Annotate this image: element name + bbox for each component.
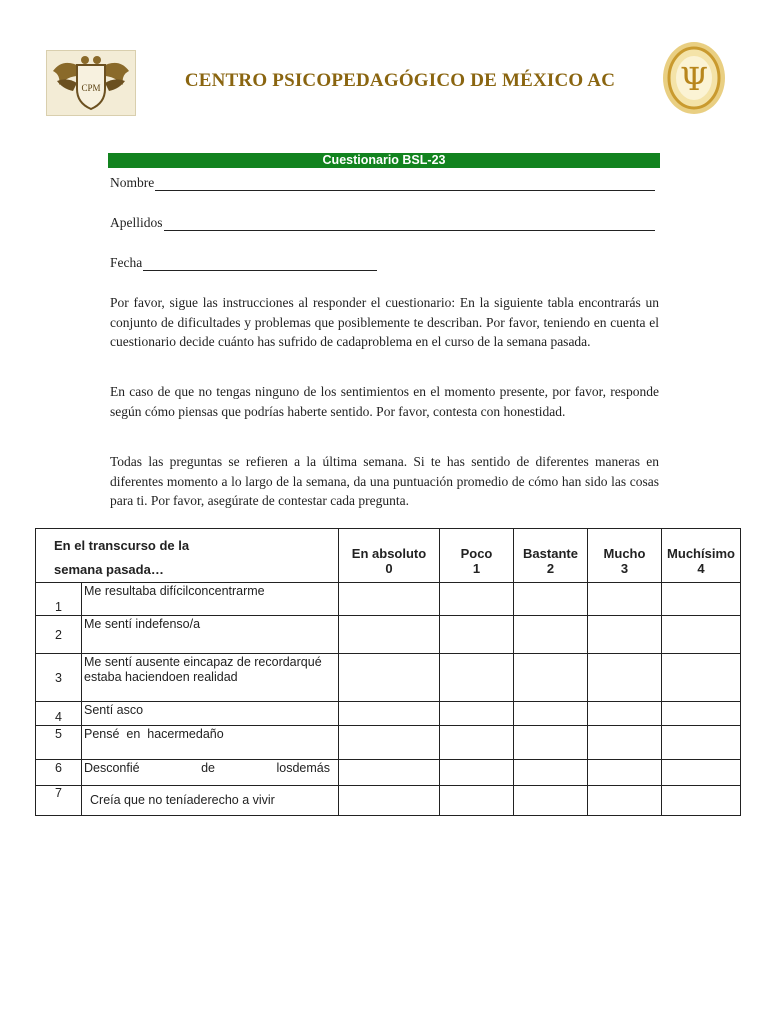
answer-cell-1[interactable] xyxy=(440,654,514,702)
row-number: 7 xyxy=(36,786,82,816)
answer-cell-0[interactable] xyxy=(339,616,440,654)
answer-cell-2[interactable] xyxy=(514,726,588,760)
answer-cell-0[interactable] xyxy=(339,760,440,786)
row-number: 6 xyxy=(36,760,82,786)
table-header-row xyxy=(36,529,741,583)
column-label: En absoluto xyxy=(351,545,427,561)
questionnaire-title: Cuestionario BSL-23 xyxy=(108,153,660,168)
answer-cell-4[interactable] xyxy=(662,786,741,816)
column-score: 3 xyxy=(620,560,629,576)
table-row xyxy=(36,616,741,654)
psi-symbol: Ψ xyxy=(679,60,709,98)
answer-cell-0[interactable] xyxy=(339,583,440,616)
instructions-paragraph-1: Por favor, sigue las instrucciones al responder el cuestionario: En la siguiente tabla encontrarás un conjunto de dificultades y problemas que posiblemente te describan. Por favor, teniendo en cuenta el cuestionario decide cuánto has sufrido de cadaproblema en el curso de la semana pasada. xyxy=(110,295,659,349)
table-header-question xyxy=(36,529,339,583)
column-header-2 xyxy=(514,529,588,583)
answer-cell-0[interactable] xyxy=(339,702,440,726)
name-field[interactable] xyxy=(110,175,655,191)
answer-cell-4[interactable] xyxy=(662,760,741,786)
answer-cell-0[interactable] xyxy=(339,654,440,702)
column-label: Muchísimo xyxy=(667,545,735,561)
row-number: 3 xyxy=(36,654,82,702)
answer-cell-0[interactable] xyxy=(339,726,440,760)
bsl-table xyxy=(35,528,741,816)
row-question: Pensé en hacermedaño xyxy=(82,726,339,760)
answer-cell-1[interactable] xyxy=(440,726,514,760)
column-label: Poco xyxy=(460,545,493,561)
row-number: 5 xyxy=(36,726,82,760)
table-row xyxy=(36,702,741,726)
answer-cell-4[interactable] xyxy=(662,616,741,654)
table-row xyxy=(36,786,741,816)
column-header-3 xyxy=(588,529,662,583)
answer-cell-3[interactable] xyxy=(588,702,662,726)
answer-cell-3[interactable] xyxy=(588,760,662,786)
answer-cell-3[interactable] xyxy=(588,726,662,760)
date-label: Fecha xyxy=(110,255,143,270)
column-score: 0 xyxy=(385,560,393,576)
answer-cell-1[interactable] xyxy=(440,760,514,786)
instructions-paragraph-3: Todas las preguntas se refieren a la última semana. Si te has sentido de diferentes maneras en diferentes momento a lo largo de la semana, da una puntuación promedio de cómo han sido las cosas para ti. Por favor, asegúrate de contestar cada pregunta. xyxy=(110,454,659,508)
table-row xyxy=(36,583,741,616)
answer-cell-2[interactable] xyxy=(514,583,588,616)
column-header-0 xyxy=(339,529,440,583)
table-row xyxy=(36,654,741,702)
surname-label: Apellidos xyxy=(110,215,163,230)
psi-emblem-icon xyxy=(660,40,728,116)
surname-field[interactable] xyxy=(110,215,655,231)
row-number: 4 xyxy=(36,702,82,726)
column-score: 4 xyxy=(697,560,705,576)
answer-cell-3[interactable] xyxy=(588,654,662,702)
answer-cell-3[interactable] xyxy=(588,583,662,616)
column-header-1 xyxy=(440,529,514,583)
question-word: losdemás xyxy=(276,761,330,775)
header-line-2: semana pasada… xyxy=(54,562,164,577)
answer-cell-1[interactable] xyxy=(440,702,514,726)
cpm-logo xyxy=(46,50,136,116)
row-question: Me sentí indefenso/a xyxy=(82,616,339,654)
eagle-shield-icon xyxy=(47,51,135,115)
surname-line[interactable] xyxy=(164,216,655,231)
logo-text: CPM xyxy=(81,83,101,93)
column-header-4 xyxy=(662,529,741,583)
table-row xyxy=(36,726,741,760)
row-question: Me resultaba difícilconcentrarme xyxy=(82,583,339,616)
row-number: 1 xyxy=(36,583,82,616)
date-line[interactable] xyxy=(143,256,377,271)
row-question: Creía que no teníaderecho a vivir xyxy=(82,786,339,816)
name-label: Nombre xyxy=(110,175,155,190)
psi-logo xyxy=(660,40,728,116)
answer-cell-2[interactable] xyxy=(514,654,588,702)
answer-cell-3[interactable] xyxy=(588,616,662,654)
answer-cell-2[interactable] xyxy=(514,702,588,726)
answer-cell-2[interactable] xyxy=(514,786,588,816)
date-field[interactable] xyxy=(110,255,377,271)
organization-title: CENTRO PSICOPEDAGÓGICO DE MÉXICO AC xyxy=(184,70,616,91)
column-label: Bastante xyxy=(523,545,578,561)
row-question: Me sentí ausente eincapaz de recordarqué estaba haciendoen realidad xyxy=(82,654,339,702)
answer-cell-4[interactable] xyxy=(662,654,741,702)
answer-cell-1[interactable] xyxy=(440,786,514,816)
header-line-1: En el transcurso de la xyxy=(54,538,190,553)
name-line[interactable] xyxy=(155,176,655,191)
answer-cell-0[interactable] xyxy=(339,786,440,816)
column-label: Mucho xyxy=(603,545,646,561)
answer-cell-1[interactable] xyxy=(440,616,514,654)
answer-cell-2[interactable] xyxy=(514,616,588,654)
table-row xyxy=(36,760,741,786)
answer-cell-3[interactable] xyxy=(588,786,662,816)
instructions-paragraph-2: En caso de que no tengas ninguno de los sentimientos en el momento presente, por favor, responde según cómo piensas que podrías haberte sentido. Por favor, contesta con honestidad. xyxy=(110,384,659,419)
answer-cell-1[interactable] xyxy=(440,583,514,616)
question-word: de xyxy=(201,761,215,775)
column-score: 2 xyxy=(546,560,555,576)
row-question: Sentí asco xyxy=(82,702,339,726)
answer-cell-4[interactable] xyxy=(662,702,741,726)
question-word: Desconfié xyxy=(84,761,140,775)
column-score: 1 xyxy=(472,560,481,576)
answer-cell-4[interactable] xyxy=(662,726,741,760)
row-number: 2 xyxy=(36,616,82,654)
row-question xyxy=(82,760,339,786)
answer-cell-4[interactable] xyxy=(662,583,741,616)
answer-cell-2[interactable] xyxy=(514,760,588,786)
